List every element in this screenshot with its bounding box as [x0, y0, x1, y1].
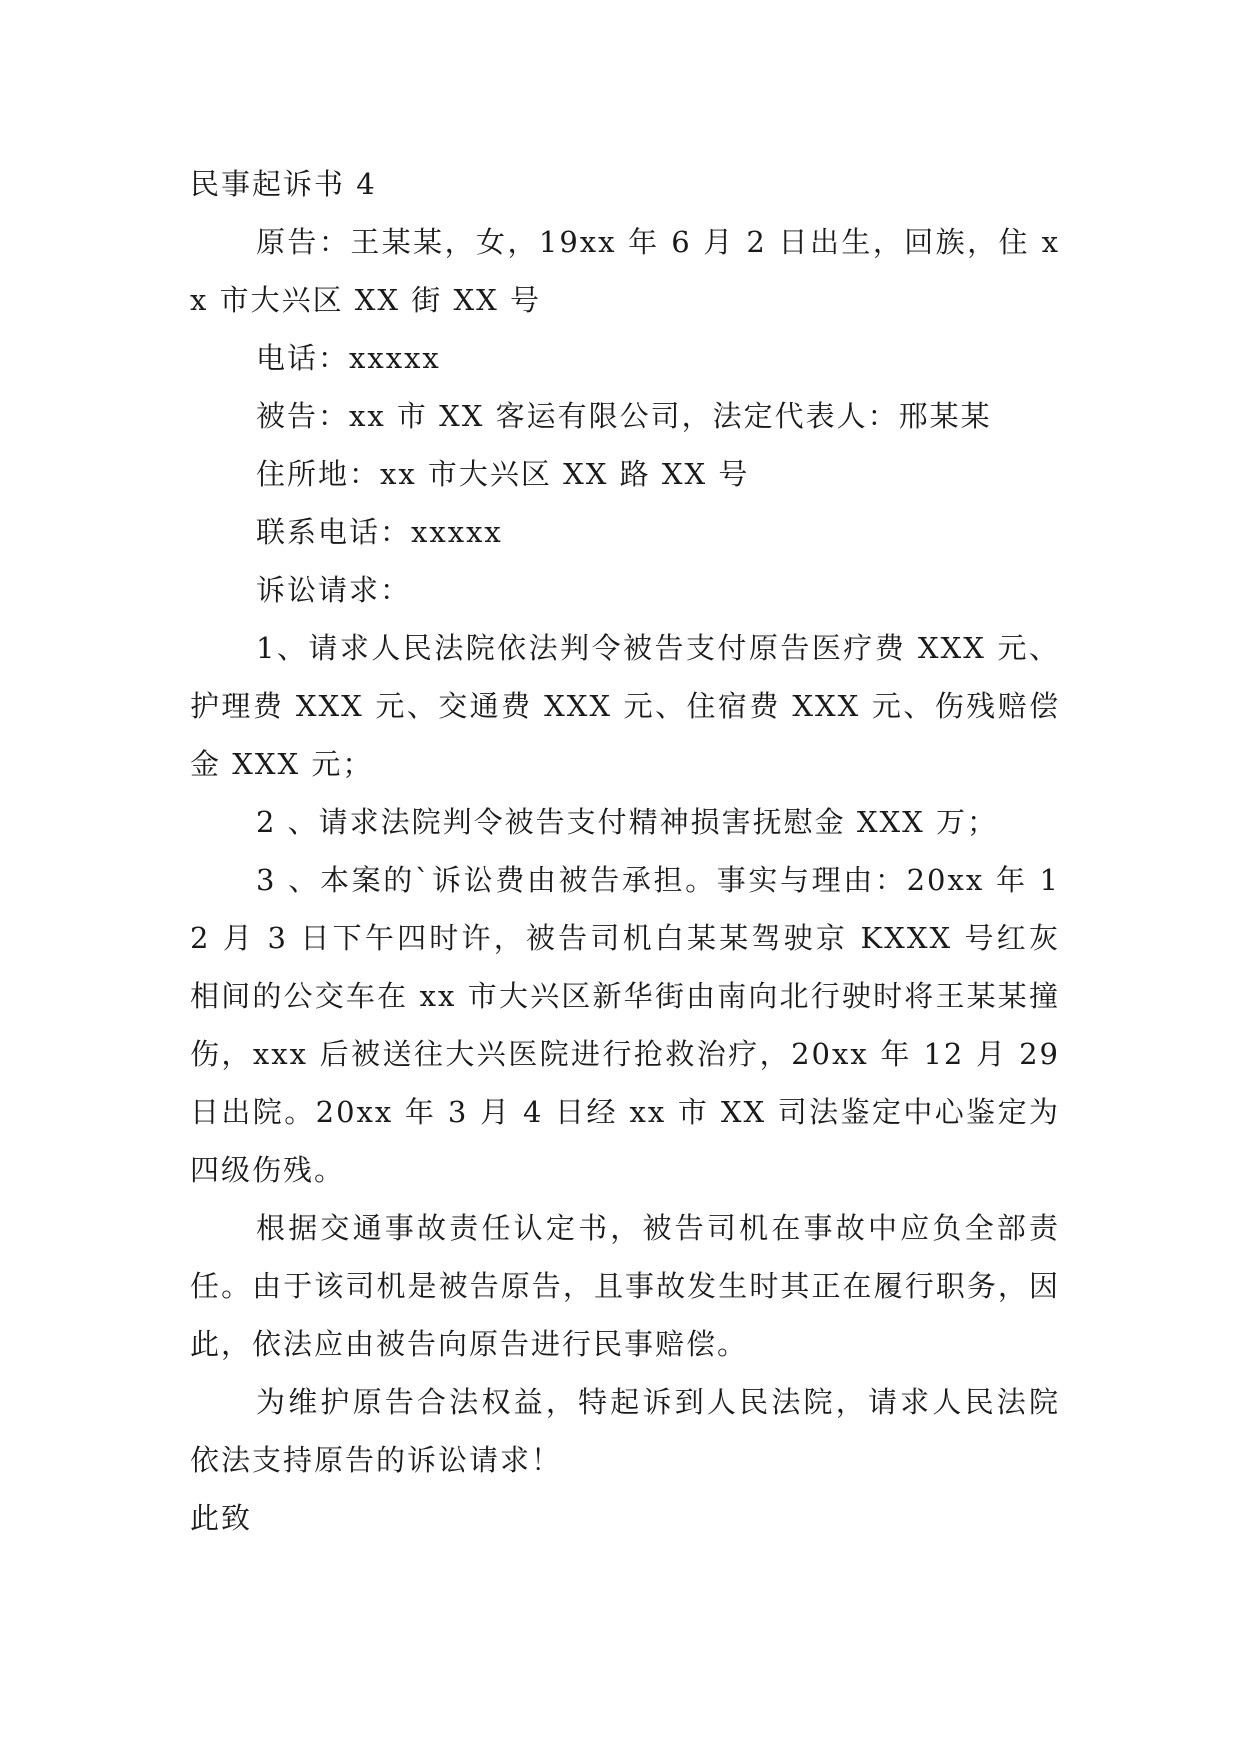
request-paragraph: 为维护原告合法权益，特起诉到人民法院，请求人民法院依法支持原告的诉讼请求！	[190, 1385, 1060, 1477]
plaintiff-info: 原告：王某某，女，19xx 年 6 月 2 日出生，回族，住 xx 市大兴区 XX 街 XX 号	[190, 225, 1060, 317]
document-body	[190, 155, 1060, 1547]
plaintiff-phone: 电话：xxxxx	[256, 341, 441, 375]
defendant-phone: 联系电话：xxxxx	[256, 515, 503, 549]
document-title: 民事起诉书 4	[190, 167, 377, 201]
closing-salutation: 此致	[190, 1501, 253, 1535]
defendant-info: 被告：xx 市 XX 客运有限公司，法定代表人：邢某某	[256, 399, 992, 433]
defendant-address: 住所地：xx 市大兴区 XX 路 XX 号	[256, 457, 750, 491]
liability-paragraph: 根据交通事故责任认定书，被告司机在事故中应负全部责任。由于该司机是被告原告，且事故发生时其正在履行职务，因此，依法应由被告向原告进行民事赔偿。	[190, 1211, 1060, 1361]
claims-heading: 诉讼请求：	[256, 573, 412, 607]
claim-item-3: 3 、本案的`诉讼费由被告承担。事实与理由：20xx 年 12 月 3 日下午四时许，被告司机白某某驾驶京 KXXX 号红灰相间的公交车在 xx 市大兴区新华街由南向北行驶时将王某某撞伤，xxx 后被送往大兴医院进行抢救治疗，20xx 年 12 月 29 日出院。20xx 年 3 月 4 日经 xx 市 XX 司法鉴定中心鉴定为四级伤残。	[190, 863, 1060, 1187]
claim-item-1: 1、请求人民法院依法判令被告支付原告医疗费 XXX 元、护理费 XXX 元、交通费 XXX 元、住宿费 XXX 元、伤残赔偿金 XXX 元；	[190, 631, 1060, 781]
claim-item-2: 2 、请求法院判令被告支付精神损害抚慰金 XXX 万；	[256, 805, 999, 839]
